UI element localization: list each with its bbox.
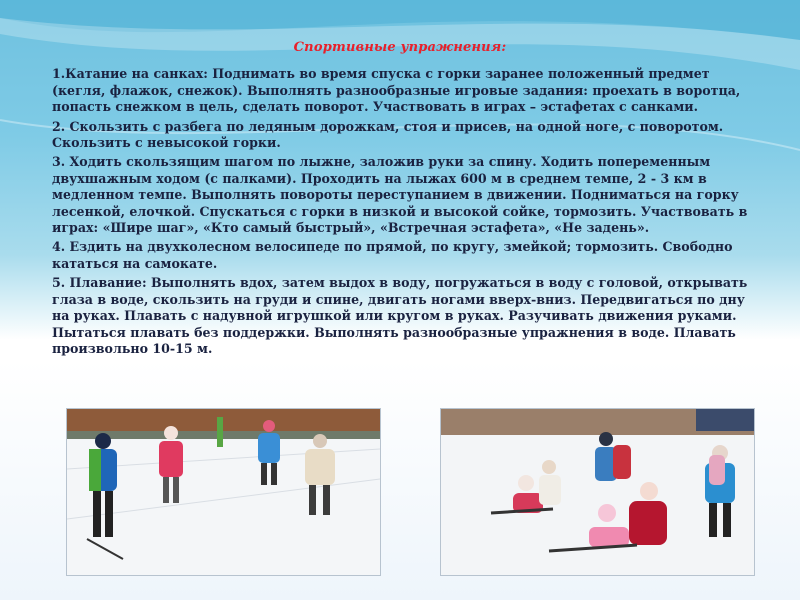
exercise-sliding: 2. Скользить с разбега по ледяным дорожкам, стоя и присев, на одной ноге, с поворотом. Скользить с невысокой горки. (52, 118, 724, 151)
slide-title: Спортивные упражнения: (293, 40, 507, 55)
exercise-cycling: 4. Ездить на двухколесном велосипеде по прямой, по кругу, змейкой; тормозить. Свободно кататься на самокате. (52, 239, 733, 271)
exercise-sledding: 1.Катание на санках: Поднимать во время спуска с горки заранее положенный предмет (кегля, флажок, снежок). Выполнять разнообразные игровые задания: проехать в воротца, попасть снежком в цель, сделать поворот. Участвовать в играх – эстафетах с санками. (52, 66, 741, 115)
exercise-swimming: 5. Плавание: Выполнять вдох, затем выдох в воду, погружаться в воду с головой, открывать глаза в воде, скользить на груди и спине, двигать ногами вверх-вниз. Передвигаться по дну на руках. Плавать с надувной игрушкой или кругом в руках. Разучивать движения руками. Пытаться плавать без поддержки. Выполнять разнообразные упражнения в воде. Плавать произвольно 10-15 м. (52, 275, 748, 356)
slide-content (40, 40, 760, 360)
sledding-children-photo (440, 408, 755, 576)
skiing-children-photo (66, 408, 381, 576)
exercise-skiing: 3. Ходить скользящим шагом по лыжне, заложив руки за спину. Ходить попеременным двухшажным ходом (с палками). Проходить на лыжах 600 м в среднем темпе, 2 - 3 км в медленном темпе. Выполнять повороты переступанием в движении. Подниматься на горку лесенкой, елочкой. Спускаться с горки в низкой и высокой сойке, тормозить. Участвовать в играх: «Шире шаг», «Кто самый быстрый», «Встречная эстафета», «Не задень». (52, 154, 748, 236)
